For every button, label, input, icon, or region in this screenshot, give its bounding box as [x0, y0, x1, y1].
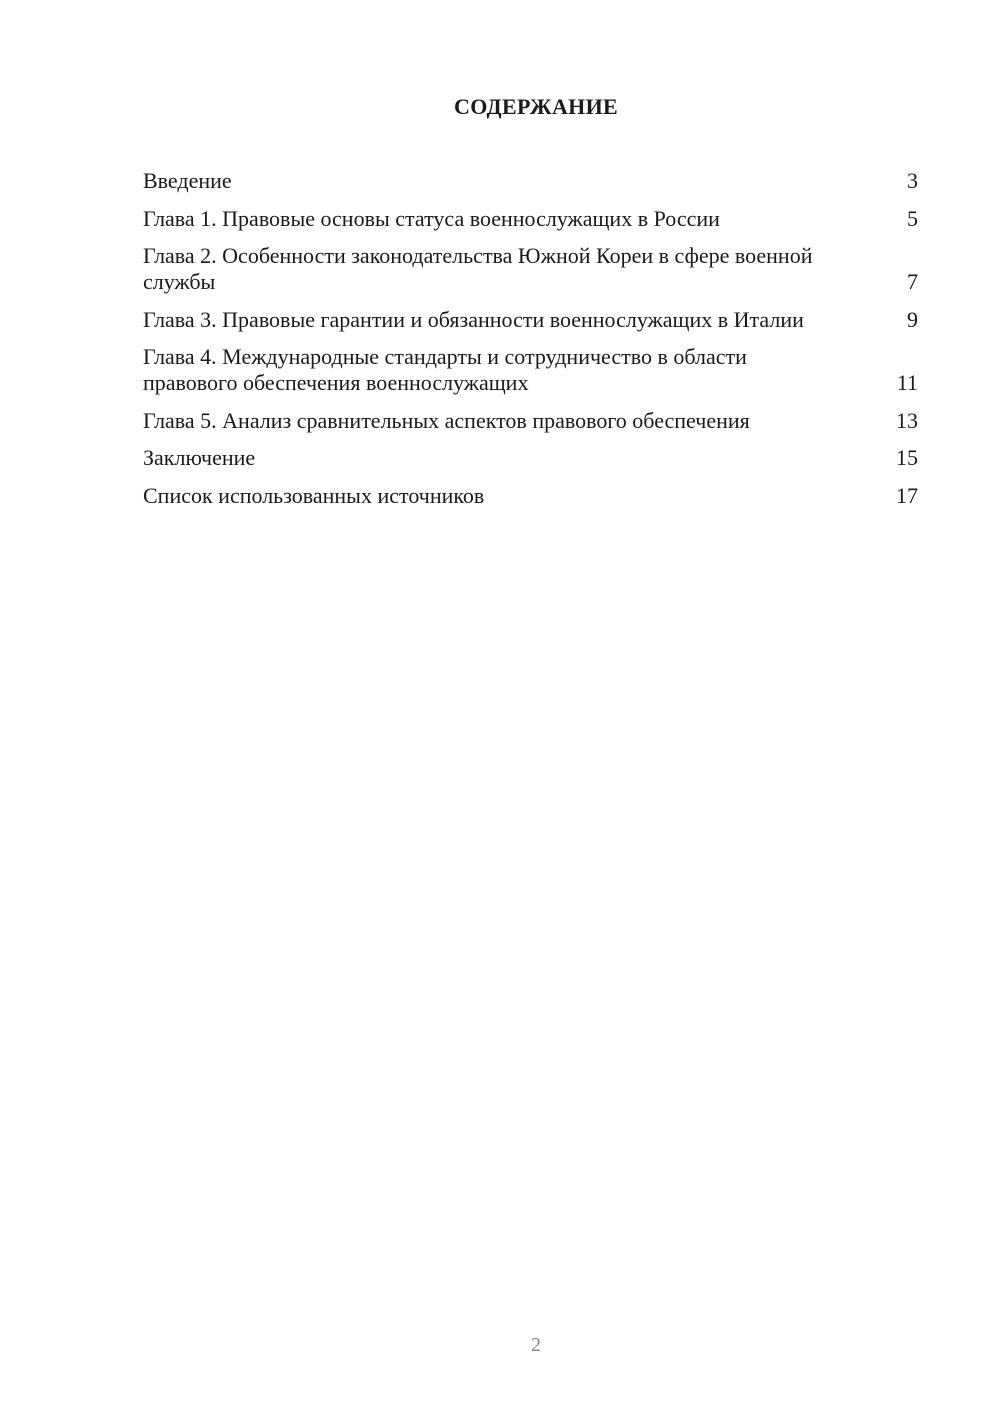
toc-entry-chapter-5: [143, 408, 918, 434]
toc-entry-page: 11: [896, 370, 918, 395]
toc-entry-label: Глава 5. Анализ сравнительных аспектов правового обеспечения: [143, 407, 750, 433]
toc-entry-chapter-1: [143, 206, 918, 232]
toc-title: СОДЕРЖАНИЕ: [454, 94, 618, 119]
toc-entry-label: Список использованных источников: [143, 482, 485, 508]
toc-entry-chapter-3: [143, 307, 918, 333]
toc-entry-label: Введение: [143, 168, 232, 193]
toc-entry-page: 15: [896, 445, 918, 470]
toc-entry-label: Глава 1. Правовые основы статуса военнослужащих в России: [143, 205, 720, 231]
toc-entry-page: 7: [907, 269, 918, 294]
toc-entry-label: Глава 4. Международные стандарты и сотрудничество в области правового обеспечения военнослужащих: [143, 344, 747, 395]
toc-entry-page: 9: [907, 306, 918, 332]
page-number: 2: [531, 1334, 541, 1356]
table-of-contents: [143, 168, 918, 520]
toc-entry-page: 13: [896, 407, 918, 433]
toc-entry-label: Глава 2. Особенности законодательства Южной Кореи в сфере военной службы: [143, 243, 813, 294]
toc-entry-label: Глава 3. Правовые гарантии и обязанности военнослужащих в Италии: [143, 306, 804, 332]
toc-entry-introduction: [143, 168, 918, 194]
toc-entry-label: Заключение: [143, 445, 256, 470]
toc-entry-page: 3: [907, 168, 918, 193]
toc-entry-conclusion: [143, 445, 918, 471]
toc-entry-references: [143, 483, 918, 509]
toc-entry-chapter-4: [143, 344, 918, 396]
toc-entry-page: 17: [896, 482, 918, 508]
toc-entry-chapter-2: [143, 243, 918, 295]
toc-entry-page: 5: [907, 205, 918, 231]
